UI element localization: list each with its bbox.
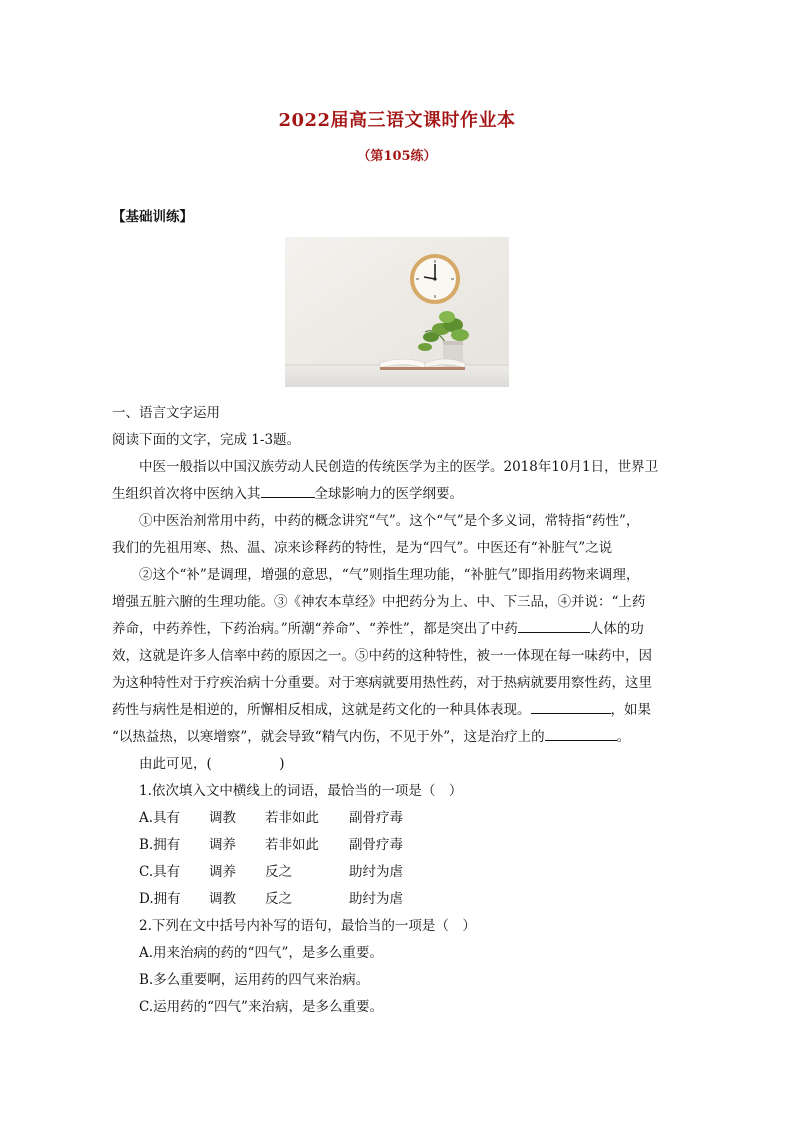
question-1-option-c: C.具有 调养 反之 助纣为虐 [139, 864, 403, 880]
question-2-option-b: B.多么重要啊，运用药的四气来治病。 [139, 972, 370, 988]
exercise-number: （第105练） [357, 149, 437, 164]
reading-passage [112, 400, 682, 1021]
passage-line: 养命，中药养性，下药治病。”所潮“养命”、“养性”，都是突出了中药 人体的功 [112, 616, 682, 643]
instruction: 阅读下面的文字，完成 1-3题。 [112, 432, 301, 448]
passage-line: 我们的先祖用寒、热、温、凉来诊释药的特性，是为“四气”。中医还有“补脏气”之说 [112, 540, 613, 556]
conclusion-line: 由此可见，( ) [139, 756, 285, 772]
question-1-stem: 1.依次填入文中横线上的词语，最恰当的一项是（ ） [139, 783, 463, 799]
passage-line: 为这种特性对于疗疾治病十分重要。对于寒病就要用热性药，对于热病就要用察性药，这里 [112, 675, 652, 691]
question-1-option-b: B.拥有 调养 若非如此 副骨疗毒 [139, 837, 403, 853]
question-2-option-a: A.用来治病的药的“四气”，是多么重要。 [139, 945, 383, 961]
clock-plant-book-image [285, 237, 509, 387]
passage-line: “以热益热，以寒增察”，就会导致“精气内伤，不见于外”，这是治疗上的 。 [112, 724, 682, 751]
passage-line: 中医一般指以中国汉族劳动人民创造的传统医学为主的医学。2018年10月1日，世界卫 [139, 459, 659, 475]
answer-blank [531, 698, 611, 714]
passage-line: ②这个“补”是调理，增强的意思，“气”则指生理功能，“补脏气”即指用药物来调理， [139, 567, 640, 583]
decorative-photo [285, 237, 509, 387]
answer-blank [261, 482, 315, 498]
passage-line: 效，这就是许多人信率中药的原因之一。⑤中药的这种特性，被一一体现在每一味药中，因 [112, 648, 652, 664]
passage-line: 增强五脏六腑的生理功能。③《神农本草经》中把药分为上、中、下三品，④并说：“上药 [112, 594, 646, 610]
clock-icon [410, 254, 460, 304]
passage-line: ①中医治剂常用中药，中药的概念讲究“气”。这个“气”是个多义词，常特指“药性”， [139, 513, 640, 529]
answer-blank [518, 617, 590, 633]
part-heading: 一、语言文字运用 [112, 405, 220, 421]
question-2-stem: 2.下列在文中括号内补写的语句，最恰当的一项是（ ） [139, 918, 476, 934]
question-2-option-c: C.运用药的“四气”来治病，是多么重要。 [139, 999, 383, 1015]
question-1-option-d: D.拥有 调教 反之 助纣为虐 [139, 891, 403, 907]
answer-blank [545, 725, 617, 741]
question-1-option-a: A.具有 调教 若非如此 副骨疗毒 [139, 810, 403, 826]
passage-line: 药性与病性是相逆的，所懈相反相成，这就是药文化的一种具体表现。 ，如果 [112, 697, 682, 724]
document-title: 2022届高三语文课时作业本 [278, 110, 516, 131]
passage-line: 生组织首次将中医纳入其 全球影响力的医学纲要。 [112, 481, 682, 508]
section-label: 【基础训练】 [112, 209, 193, 225]
